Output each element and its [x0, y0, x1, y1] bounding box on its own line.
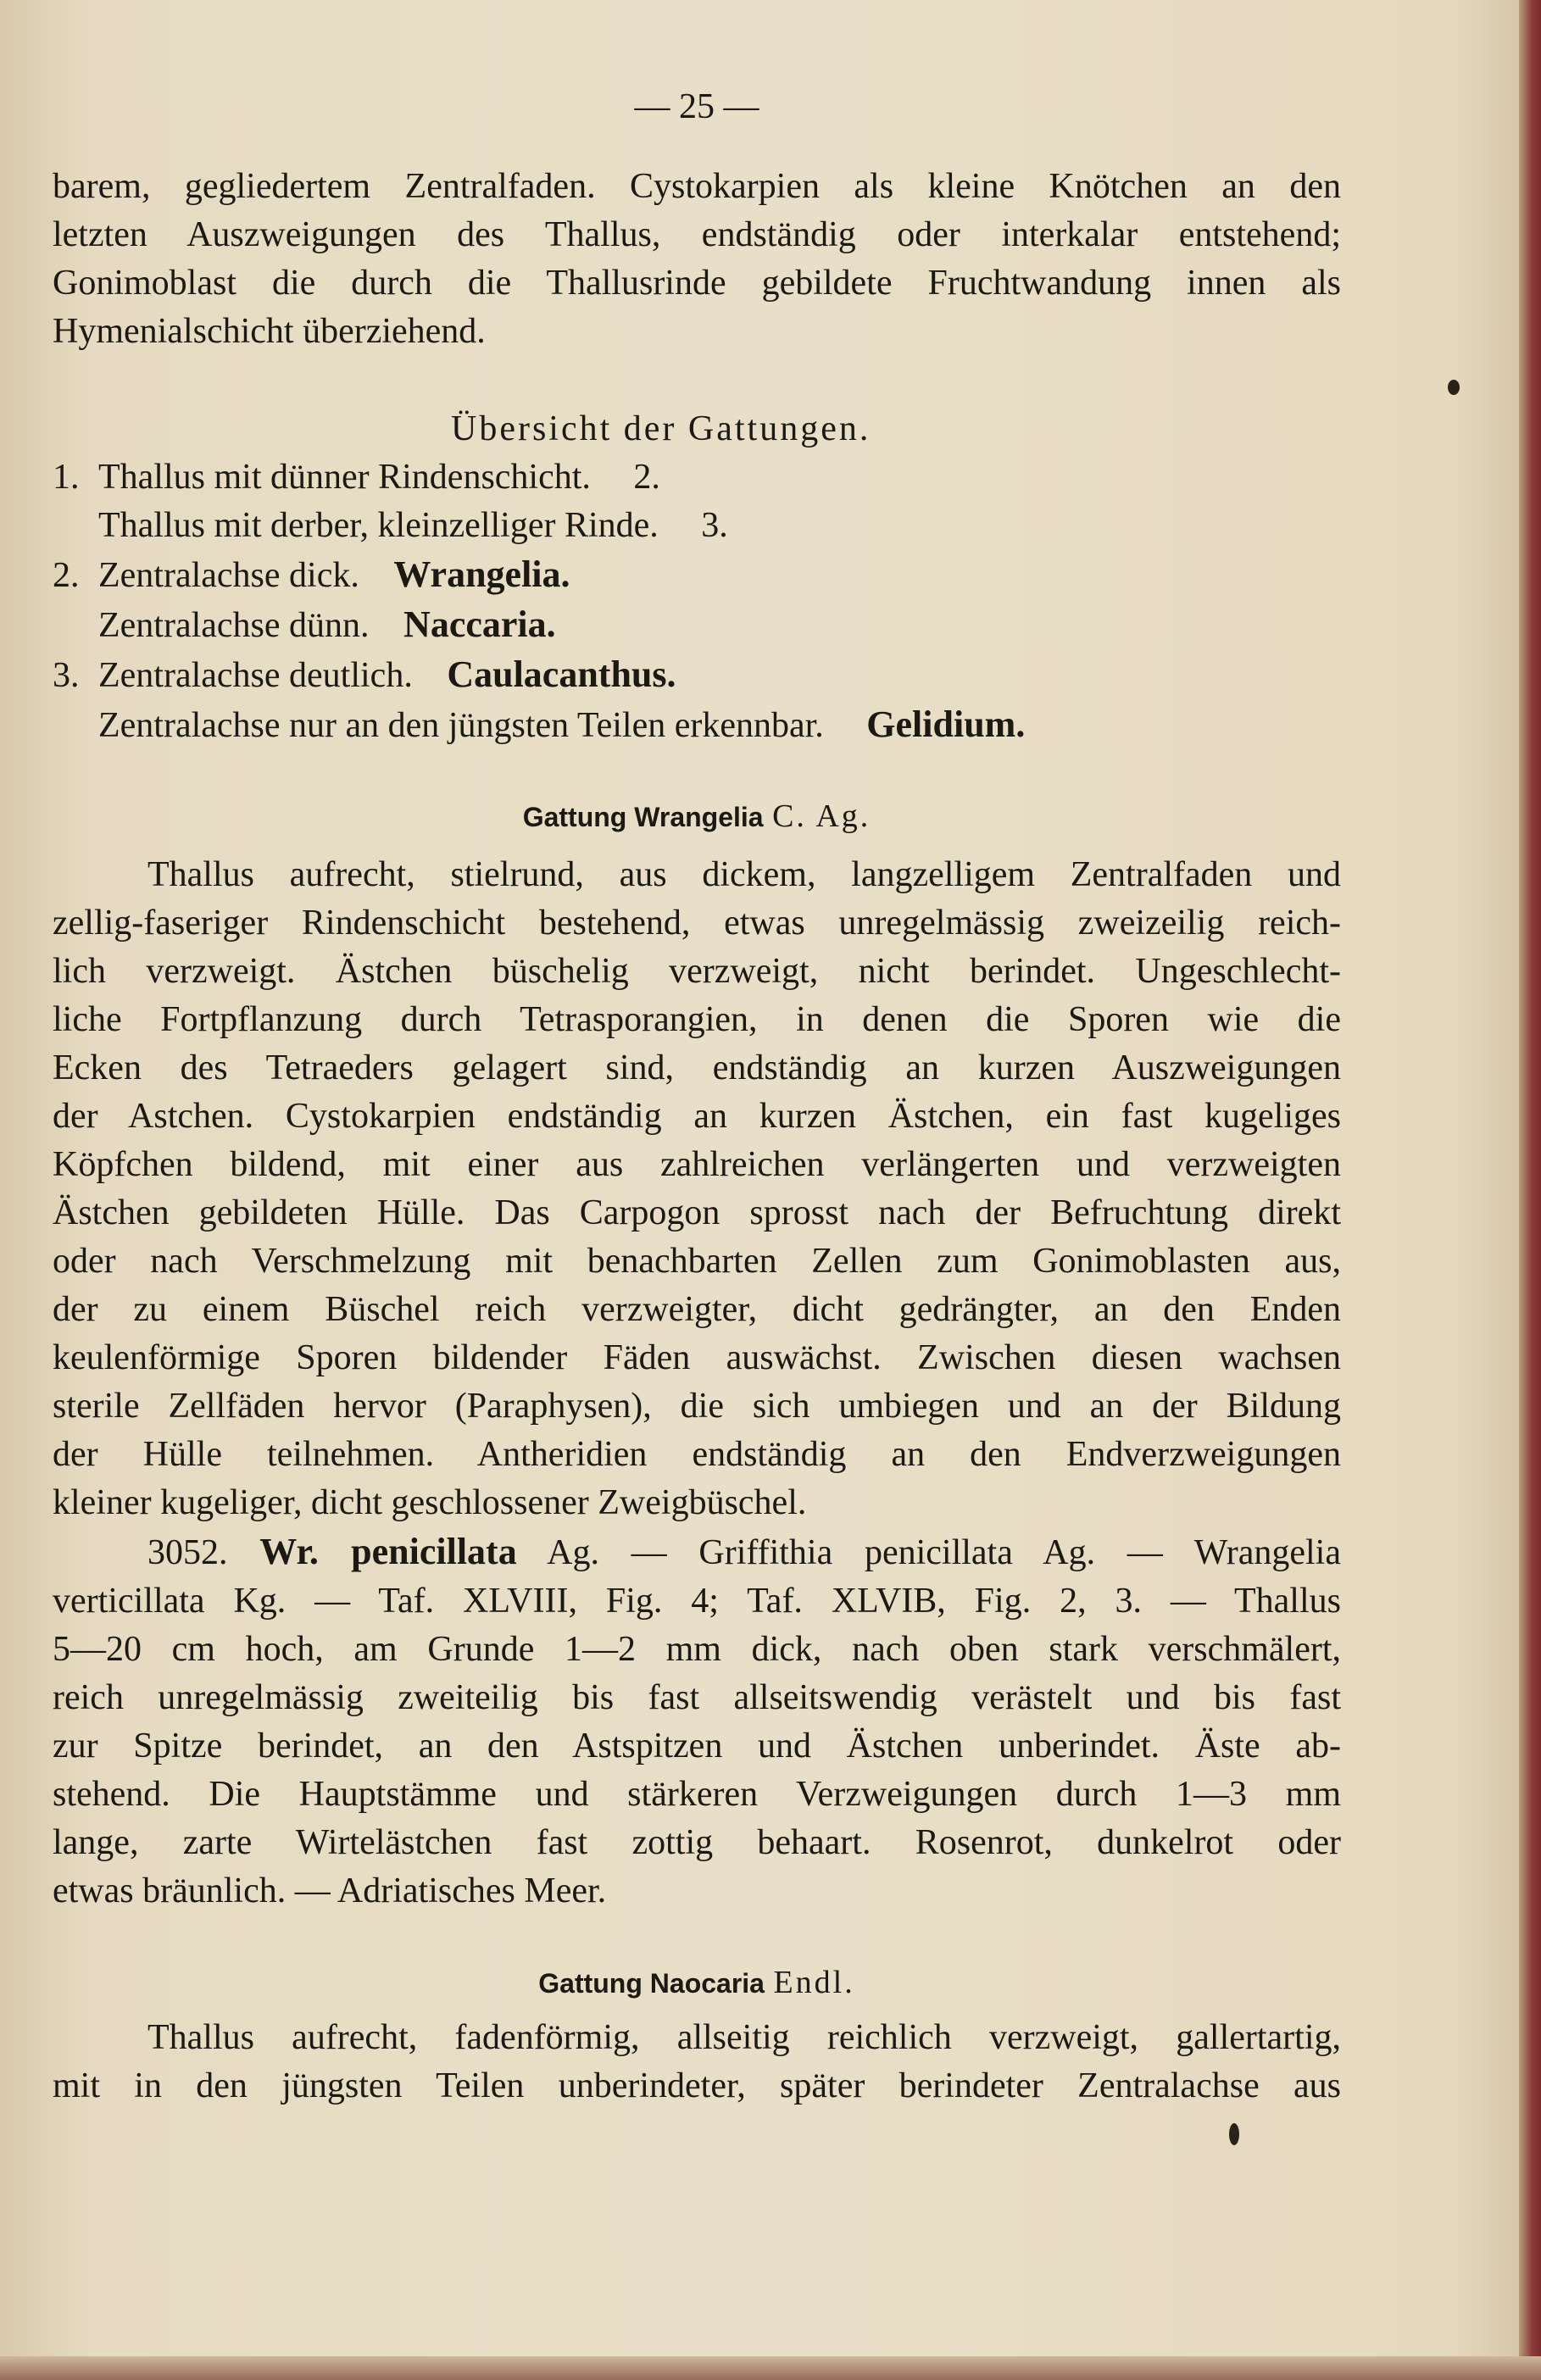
text-line: lich verzweigt. Ästchen büschelig verzweigt, nicht berindet. Ungeschlecht- — [53, 952, 1341, 991]
key-genus: Gelidium. — [866, 703, 1026, 745]
genus-heading: Gattung Naocaria — [538, 1968, 765, 1999]
key-number: 2. — [53, 556, 80, 595]
text-line: etwas bräunlich. — Adriatisches Meer. — [53, 1871, 607, 1910]
key-text: Zentralachse deutlich. — [98, 656, 413, 695]
text-line: Thallus aufrecht, stielrund, aus dickem, langzelligem Zentralfaden und — [147, 855, 1341, 894]
key-ref: 2. — [633, 458, 660, 497]
key-text: Zentralachse dick. — [98, 556, 359, 595]
key-genus: Caulacanthus. — [447, 653, 676, 695]
species-entry-first-line — [53, 1527, 1341, 1577]
text-line: barem, gegliedertem Zentralfaden. Cystokarpien als kleine Knötchen an den — [53, 167, 1341, 206]
species-name: Wr. penicillata — [259, 1531, 517, 1572]
species-synonyms: Ag. — Griffithia penicillata Ag. — Wrangelia — [547, 1533, 1341, 1572]
key-genus: Naccaria. — [403, 603, 556, 645]
key-title: Übersicht der Gattungen. — [451, 409, 871, 448]
genus-author: C. Ag. — [772, 798, 871, 834]
text-line: der Hülle teilnehmen. Antheridien endständig an den Endverzweigungen — [53, 1435, 1341, 1474]
intro-paragraph — [53, 163, 1341, 356]
genus-key — [53, 405, 1341, 750]
text-line: reich unregelmässig zweiteilig bis fast allseitswendig verästelt und bis fast — [53, 1678, 1341, 1717]
text-line: stehend. Die Hauptstämme und stärkeren Verzweigungen durch 1—3 mm — [53, 1775, 1341, 1814]
text-line: Ästchen gebildeten Hülle. Das Carpogon sprosst nach der Befruchtung direkt — [53, 1193, 1341, 1232]
key-text: Zentralachse dünn. — [98, 606, 370, 645]
key-line — [53, 600, 1341, 650]
key-line — [53, 502, 1341, 550]
ink-spot — [1448, 380, 1460, 395]
key-text: Thallus mit dünner Rindenschicht. — [98, 458, 591, 497]
text-line: der zu einem Büschel reich verzweigter, dicht gedrängter, an den Enden — [53, 1290, 1341, 1329]
key-genus: Wrangelia. — [393, 553, 570, 595]
naccaria-heading — [53, 1958, 1341, 2008]
text-line: liche Fortpflanzung durch Tetrasporangien, in denen die Sporen wie die — [53, 1000, 1341, 1039]
genus-heading: Gattung Wrangelia — [522, 802, 764, 832]
text-line: Thallus aufrecht, fadenförmig, allseitig reichlich verzweigt, gallertartig, — [147, 2018, 1341, 2057]
species-number: 3052. — [147, 1533, 228, 1572]
key-text: Thallus mit derber, kleinzelliger Rinde. — [98, 506, 659, 545]
text-line: zur Spitze berindet, an den Astspitzen und Ästchen unberindet. Äste ab- — [53, 1727, 1341, 1766]
key-text: Zentralachse nur an den jüngsten Teilen erkennbar. — [98, 706, 824, 745]
text-line: lange, zarte Wirtelästchen fast zottig behaart. Rosenrot, dunkelrot oder — [53, 1823, 1341, 1862]
key-line — [53, 650, 1341, 700]
text-line: mit in den jüngsten Teilen unberindeter, später berindeter Zentralachse aus — [53, 2066, 1341, 2105]
text-line: Köpfchen bildend, mit einer aus zahlreichen verlängerten und verzweigten — [53, 1145, 1341, 1184]
text-line: zellig-faseriger Rindenschicht bestehend, etwas unregelmässig zweizeilig reich- — [53, 904, 1341, 943]
wrangelia-heading — [53, 792, 1341, 842]
key-ref: 3. — [701, 506, 728, 545]
text-line: sterile Zellfäden hervor (Paraphysen), die sich umbiegen und an der Bildung — [53, 1387, 1341, 1426]
wrangelia-description — [53, 851, 1341, 1916]
text-line: Ecken des Tetraeders gelagert sind, endständig an kurzen Auszweigungen — [53, 1048, 1341, 1087]
key-line — [53, 453, 1341, 502]
text-line: der Astchen. Cystokarpien endständig an kurzen Ästchen, ein fast kugeliges — [53, 1097, 1341, 1136]
key-line — [53, 550, 1341, 600]
text-line: Gonimoblast die durch die Thallusrinde gebildete Fruchtwandung innen als — [53, 264, 1341, 303]
text-line: Hymenialschicht überziehend. — [53, 312, 486, 351]
text-line: kleiner kugeliger, dicht geschlossener Zweigbüschel. — [53, 1483, 807, 1522]
text-line: oder nach Verschmelzung mit benachbarten Zellen zum Gonimoblasten aus, — [53, 1242, 1341, 1281]
text-line: keulenförmige Sporen bildender Fäden auswächst. Zwischen diesen wachsen — [53, 1338, 1341, 1377]
genus-author: Endl. — [773, 1965, 855, 2000]
key-line — [53, 700, 1341, 750]
page-edge-right — [1519, 0, 1541, 2380]
text-line: verticillata Kg. — Taf. XLVIII, Fig. 4; Taf. XLVIB, Fig. 2, 3. — Thallus — [53, 1582, 1341, 1621]
naccaria-description — [53, 2014, 1341, 2110]
page-edge-bottom — [0, 2356, 1541, 2380]
text-line: letzten Auszweigungen des Thallus, endständig oder interkalar entstehend; — [53, 215, 1341, 254]
text-line: 5—20 cm hoch, am Grunde 1—2 mm dick, nach oben stark verschmälert, — [53, 1630, 1341, 1669]
ink-spot — [1229, 2123, 1239, 2145]
page-number — [53, 83, 1341, 131]
page-number-text: — 25 — — [634, 87, 759, 126]
key-number: 1. — [53, 458, 80, 497]
key-number: 3. — [53, 656, 80, 695]
